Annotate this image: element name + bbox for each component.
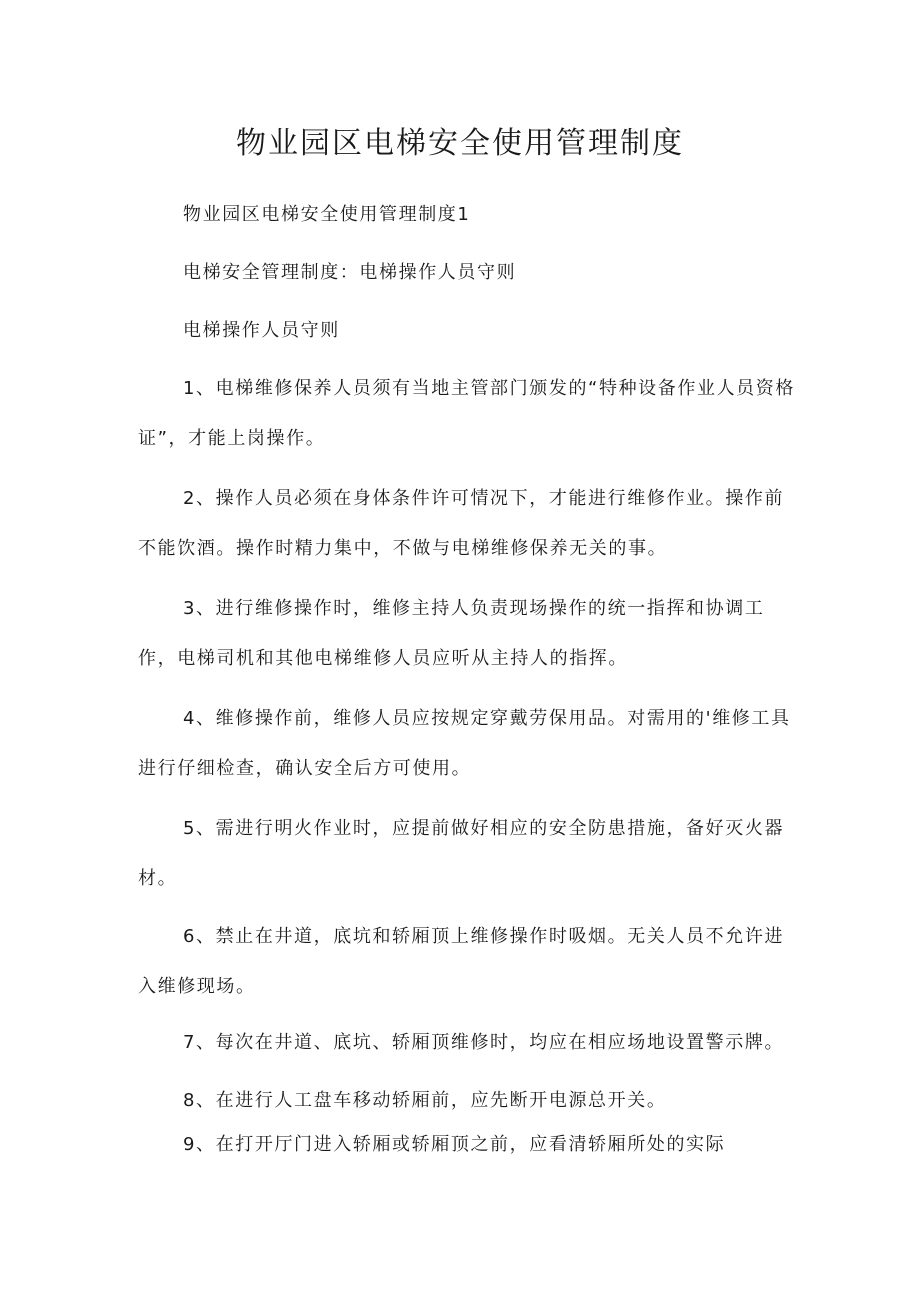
- rule-9: 9、在打开厅门进入轿厢或轿厢顶之前，应看清轿厢所处的实际: [183, 1134, 726, 1155]
- rule-1: 1、电梯维修保养人员须有当地主管部门颁发的“特种设备作业人员资格证”，才能上岗操作。: [138, 378, 795, 449]
- document-subtitle: 物业园区电梯安全使用管理制度1: [183, 204, 471, 225]
- sub-heading: 电梯操作人员守则: [183, 320, 340, 341]
- rule-2: 2、操作人员必须在身体条件许可情况下，才能进行维修作业。操作前不能饮酒。操作时精力集中，不做与电梯维修保养无关的事。: [138, 488, 785, 559]
- rule-7: 7、每次在井道、底坑、轿厢顶维修时，均应在相应场地设置警示牌。: [183, 1032, 785, 1053]
- rule-3: 3、进行维修操作时，维修主持人负责现场操作的统一指挥和协调工作，电梯司机和其他电梯维修人员应听从主持人的指挥。: [138, 598, 765, 669]
- section-heading: 电梯安全管理制度：电梯操作人员守则: [183, 262, 517, 283]
- rule-8: 8、在进行人工盘车移动轿厢前，应先断开电源总开关。: [183, 1090, 667, 1111]
- document-title: 物业园区电梯安全使用管理制度: [236, 126, 684, 161]
- rule-5: 5、需进行明火作业时，应提前做好相应的安全防患措施，备好灭火器材。: [138, 818, 785, 889]
- rule-6: 6、禁止在井道，底坑和轿厢顶上维修操作时吸烟。无关人员不允许进入维修现场。: [138, 926, 785, 997]
- rule-4: 4、维修操作前，维修人员应按规定穿戴劳保用品。对需用的'维修工具进行仔细检查，确认安全后方可使用。: [138, 708, 791, 779]
